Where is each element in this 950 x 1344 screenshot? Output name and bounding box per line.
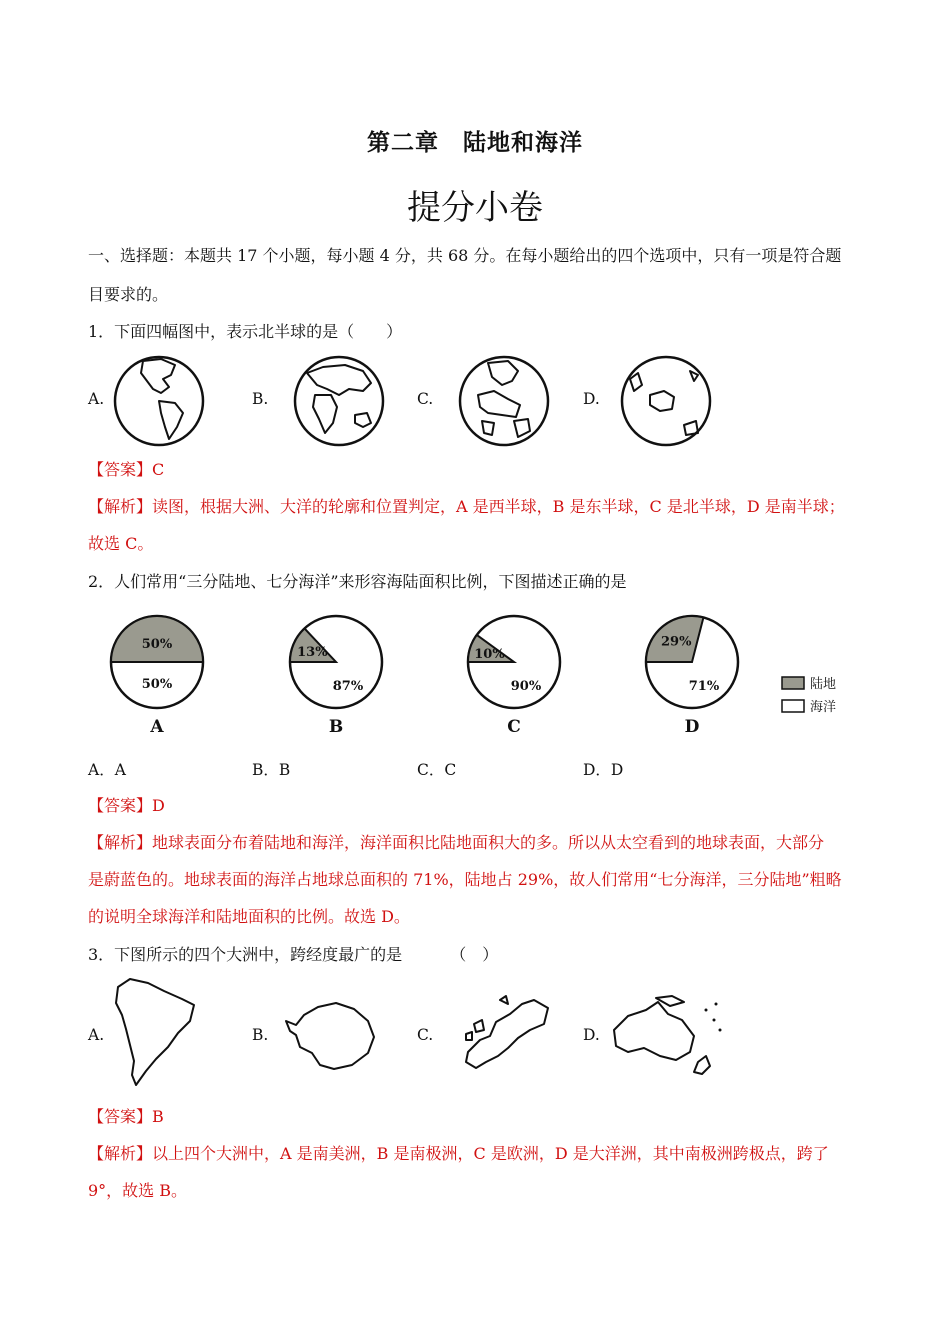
q3-stem-text: 3．下图所示的四个大洲中，跨经度最广的是 (88, 945, 403, 964)
q2-answer (88, 794, 878, 818)
pie-b-ocean-percent: 87% (332, 679, 364, 694)
q2-analysis-line1 (88, 831, 888, 855)
q2-stem: 2．人们常用“三分陆地、七分海洋”来形容海陆面积比例，下图描述正确的是 (88, 572, 627, 591)
q2-pie-charts (0, 600, 950, 750)
q2-option-b: B．B (252, 761, 291, 779)
q3-analysis-line1 (88, 1142, 888, 1166)
q1-analysis-line2: 故选 C。 (88, 534, 154, 553)
q2-answer-value: D (152, 796, 165, 815)
q2-analysis-tag: 【解析】 (88, 833, 153, 852)
q3-continent-d-oceania (610, 990, 730, 1080)
pie-c-label: C (507, 717, 521, 737)
q1-answer (88, 458, 878, 482)
section-instructions-line2: 目要求的。 (88, 285, 169, 304)
legend-land-label: 陆地 (810, 677, 837, 692)
q3-stem-paren: （ ） (450, 945, 499, 964)
q1-option-d-label: D. (583, 390, 600, 408)
q3-answer (88, 1105, 878, 1129)
q3-option-a-label: A. (88, 1026, 105, 1044)
pie-a-label: A (150, 717, 164, 737)
q3-analysis-text: 以上四个大洲中，A 是南美洲，B 是南极洲，C 是欧洲，D 是大洋洲，其中南极洲跨极点，跨了 (152, 1144, 829, 1163)
q3-answer-value: B (152, 1107, 164, 1126)
q1-option-a-label: A. (88, 390, 105, 408)
q3-continent-c-europe (458, 990, 558, 1080)
q3-analysis-line2: 9°，故选 B。 (88, 1181, 188, 1200)
q2-answer-tag: 【答案】 (88, 796, 153, 815)
legend-land-swatch (782, 677, 804, 689)
q3-stem (88, 943, 878, 967)
q1-globe-a-western-hemisphere (113, 355, 205, 447)
q2-option-c: C．C (417, 761, 457, 779)
q1-globe-c-northern-hemisphere (458, 355, 550, 447)
q1-answer-tag: 【答案】 (88, 460, 153, 479)
q2-option-d: D．D (583, 761, 624, 779)
chapter-heading: 第二章 陆地和海洋 (367, 129, 583, 156)
q1-globe-b-eastern-hemisphere (293, 355, 385, 447)
q3-option-b-label: B. (252, 1026, 269, 1044)
q1-analysis-text: 读图，根据大洲、大洋的轮廓和位置判定，A 是西半球，B 是东半球，C 是北半球，D 是南半球； (152, 497, 845, 516)
pie-a-land-percent: 50% (141, 637, 173, 652)
q3-analysis-tag: 【解析】 (88, 1144, 153, 1163)
q3-continent-b-antarctica (282, 995, 382, 1075)
q3-option-d-label: D. (583, 1026, 600, 1044)
section-instructions-line1: 一、选择题：本题共 17 个小题，每小题 4 分，共 68 分。在每小题给出的四个选项中，只有一项是符合题 (88, 246, 842, 265)
q1-answer-value: C (152, 460, 165, 479)
q2-analysis-line2: 是蔚蓝色的。地球表面的海洋占地球总面积的 71%，陆地占 29%，故人们常用“七分海洋，三分陆地”粗略 (88, 870, 842, 889)
q2-option-a: A．A (88, 761, 126, 779)
pie-b-land-percent: 13% (297, 644, 328, 660)
q3-option-c-label: C. (417, 1026, 434, 1044)
q2-analysis-text: 地球表面分布着陆地和海洋，海洋面积比陆地面积大的多。所以从太空看到的地球表面，大部分 (152, 833, 825, 852)
legend-ocean-label: 海洋 (810, 700, 837, 715)
q1-globe-d-southern-hemisphere (620, 355, 712, 447)
pie-a-ocean-percent: 50% (141, 677, 173, 692)
pie-d-label: D (684, 717, 700, 737)
page-title: 提分小卷 (407, 188, 543, 228)
pie-c-land-percent: 10% (474, 647, 505, 663)
pie-d-ocean-percent: 71% (688, 679, 720, 694)
q1-analysis-line1 (88, 495, 888, 519)
q1-option-b-label: B. (252, 390, 269, 408)
q1-stem: 1．下面四幅图中，表示北半球的是（ ） (88, 322, 403, 341)
q3-answer-tag: 【答案】 (88, 1107, 153, 1126)
q3-continent-a-south-america (112, 975, 212, 1090)
pie-d-land-percent: 29% (660, 634, 692, 650)
pie-c-ocean-percent: 90% (510, 679, 542, 694)
q2-analysis-line3: 的说明全球海洋和陆地面积的比例。故选 D。 (88, 907, 410, 926)
q1-option-c-label: C. (417, 390, 434, 408)
q1-analysis-tag: 【解析】 (88, 497, 153, 516)
legend-ocean-swatch (782, 700, 804, 712)
pie-b-label: B (328, 717, 344, 737)
